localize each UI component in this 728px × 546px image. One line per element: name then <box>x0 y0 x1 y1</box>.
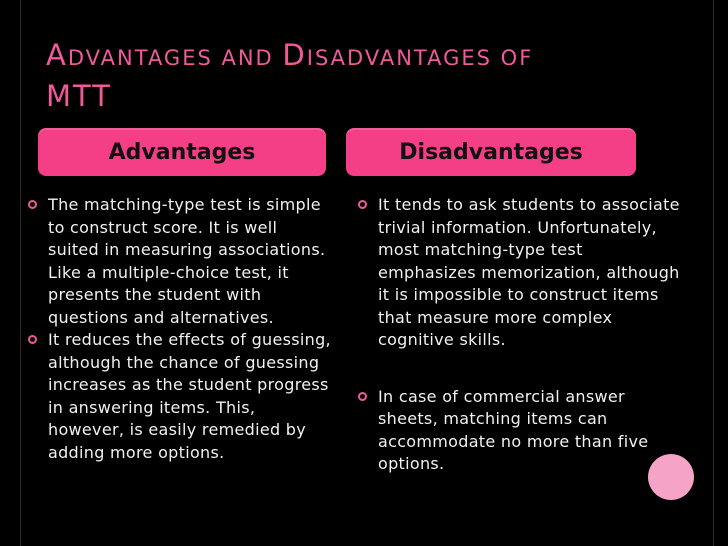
list-item <box>352 194 682 352</box>
disadvantage-item-1: It tends to ask students to associate trivial information. Unfortunately, most matching-type test emphasizes memorization, although it is impossible to construct items that measure more complex cognitive skills. <box>378 195 680 349</box>
pink-circle-decoration <box>648 454 694 500</box>
left-border-line <box>20 0 21 546</box>
title-line-2: MTT <box>46 79 112 113</box>
advantages-header <box>38 128 326 176</box>
disadvantages-list <box>352 194 682 476</box>
right-border-line <box>713 0 714 546</box>
disadvantages-header <box>346 128 636 176</box>
advantages-list <box>22 194 332 464</box>
ring-bullet-icon <box>358 200 367 209</box>
advantage-item-2: It reduces the effects of guessing, although the chance of guessing increases as the student progress in answering items. This, however, is easily remedied by adding more options. <box>48 330 331 462</box>
ring-bullet-icon <box>358 392 367 401</box>
list-spacer <box>352 352 682 386</box>
title-line-1: ADVANTAGES AND DISADVANTAGES OF <box>46 38 534 72</box>
disadvantages-header-label: Disadvantages <box>399 139 583 165</box>
advantage-item-1: The matching-type test is simple to construct score. It is well suited in measuring associations. Like a multiple-choice test, it presents the student with questions and alternatives. <box>48 195 326 327</box>
ring-bullet-icon <box>28 335 37 344</box>
list-item <box>22 329 332 464</box>
list-item <box>22 194 332 329</box>
list-item <box>352 386 682 476</box>
ring-bullet-icon <box>28 200 37 209</box>
disadvantage-item-2: In case of commercial answer sheets, matching items can accommodate no more than five options. <box>378 386 649 473</box>
slide-title <box>46 36 686 115</box>
advantages-header-label: Advantages <box>108 139 256 165</box>
